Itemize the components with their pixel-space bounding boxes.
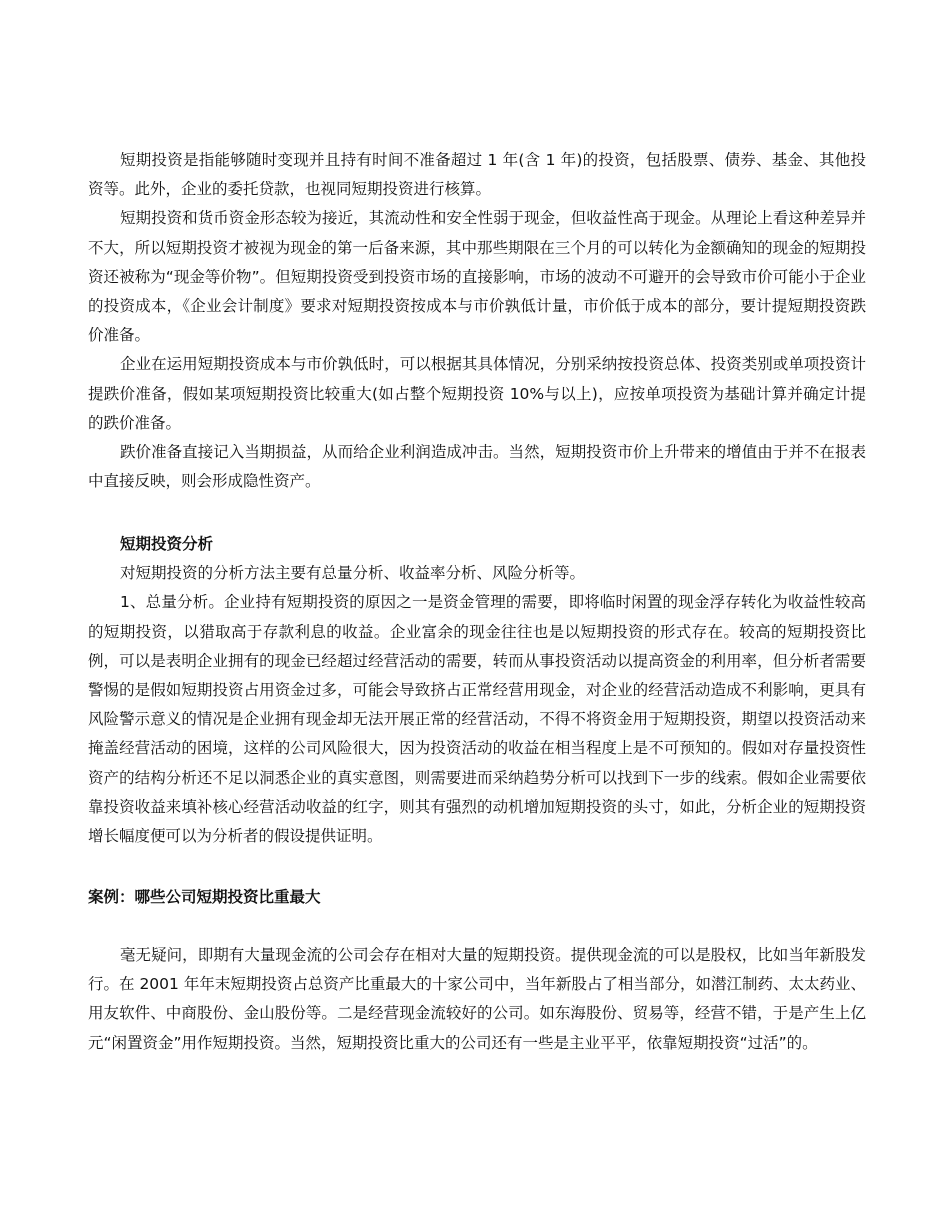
section-analysis bbox=[88, 530, 866, 851]
paragraph-total-analysis: 1、总量分析。企业持有短期投资的原因之一是资金管理的需要，即将临时闲置的现金浮存转化为收益性较高的短期投资，以猎取高于存款利息的收益。企业富余的现金往往也是以短期投资的形式存在。较高的短期投资比例，可以是表明企业拥有的现金已经超过经营活动的需要，转而从事投资活动以提高资金的利用率，但分析者需要警惕的是假如短期投资占用资金过多，可能会导致挤占正常经营用现金，对企业的经营活动造成不利影响，更具有风险警示意义的情况是企业拥有现金却无法开展正常的经营活动，不得不将资金用于短期投资，期望以投资活动来掩盖经营活动的困境，这样的公司风险很大，因为投资活动的收益在相当程度上是不可预知的。假如对存量投资性资产的结构分析还不足以洞悉企业的真实意图，则需要进而采纳趋势分析可以找到下一步的线索。假如企业需要依靠投资收益来填补核心经营活动收益的红字，则其有强烈的动机增加短期投资的头寸，如此，分析企业的短期投资增长幅度便可以为分析者的假设提供证明。 bbox=[88, 593, 866, 846]
paragraph-definition: 短期投资是指能够随时变现并且持有时间不准备超过 1 年(含 1 年)的投资，包括股票、债券、基金、其他投资等。此外，企业的委托贷款，也视同短期投资进行核算。 bbox=[88, 151, 866, 199]
paragraph-case: 毫无疑问，即期有大量现金流的公司会存在相对大量的短期投资。提供现金流的可以是股权，比如当年新股发行。在 2001 年年末短期投资占总资产比重最大的十家公司中，当年新股占了相当部分，如潜江制药、太太药业、用友软件、中商股份、金山股份等。二是经营现金流较好的公司。如东海股份、贸易等，经营不错，于是产生上亿元“闲置资金”用作短期投资。当然，短期投资比重大的公司还有一些是主业平平，依靠短期投资“过活”的。 bbox=[88, 946, 866, 1052]
paragraph-impairment-effect: 跌价准备直接记入当期损益，从而给企业利润造成冲击。当然，短期投资市价上升带来的增值由于并不在报表中直接反映，则会形成隐性资产。 bbox=[88, 443, 866, 491]
section-intro bbox=[88, 146, 866, 496]
case-heading-block bbox=[88, 883, 866, 912]
section-heading: 短期投资分析 bbox=[120, 535, 214, 553]
document-page bbox=[88, 0, 866, 1230]
section-case bbox=[88, 941, 866, 1058]
paragraph-impairment-method: 企业在运用短期投资成本与市价孰低时，可以根据其具体情况，分别采纳按投资总体、投资类别或单项投资计提跌价准备，假如某项短期投资比较重大(如占整个短期投资 10%与以上)，应按单项投资为基础计算并确定计提的跌价准备。 bbox=[88, 355, 866, 432]
case-heading: 案例：哪些公司短期投资比重最大 bbox=[88, 888, 321, 906]
paragraph-liquidity: 短期投资和货币资金形态较为接近，其流动性和安全性弱于现金，但收益性高于现金。从理论上看这种差异并不大，所以短期投资才被视为现金的第一后备来源，其中那些期限在三个月的可以转化为金额确知的现金的短期投资还被称为“现金等价物”。但短期投资受到投资市场的直接影响，市场的波动不可避开的会导致市价可能小于企业的投资成本，《企业会计制度》要求对短期投资按成本与市价孰低计量，市价低于成本的部分，要计提短期投资跌价准备。 bbox=[88, 209, 866, 345]
paragraph-analysis-intro: 对短期投资的分析方法主要有总量分析、收益率分析、风险分析等。 bbox=[120, 564, 586, 583]
